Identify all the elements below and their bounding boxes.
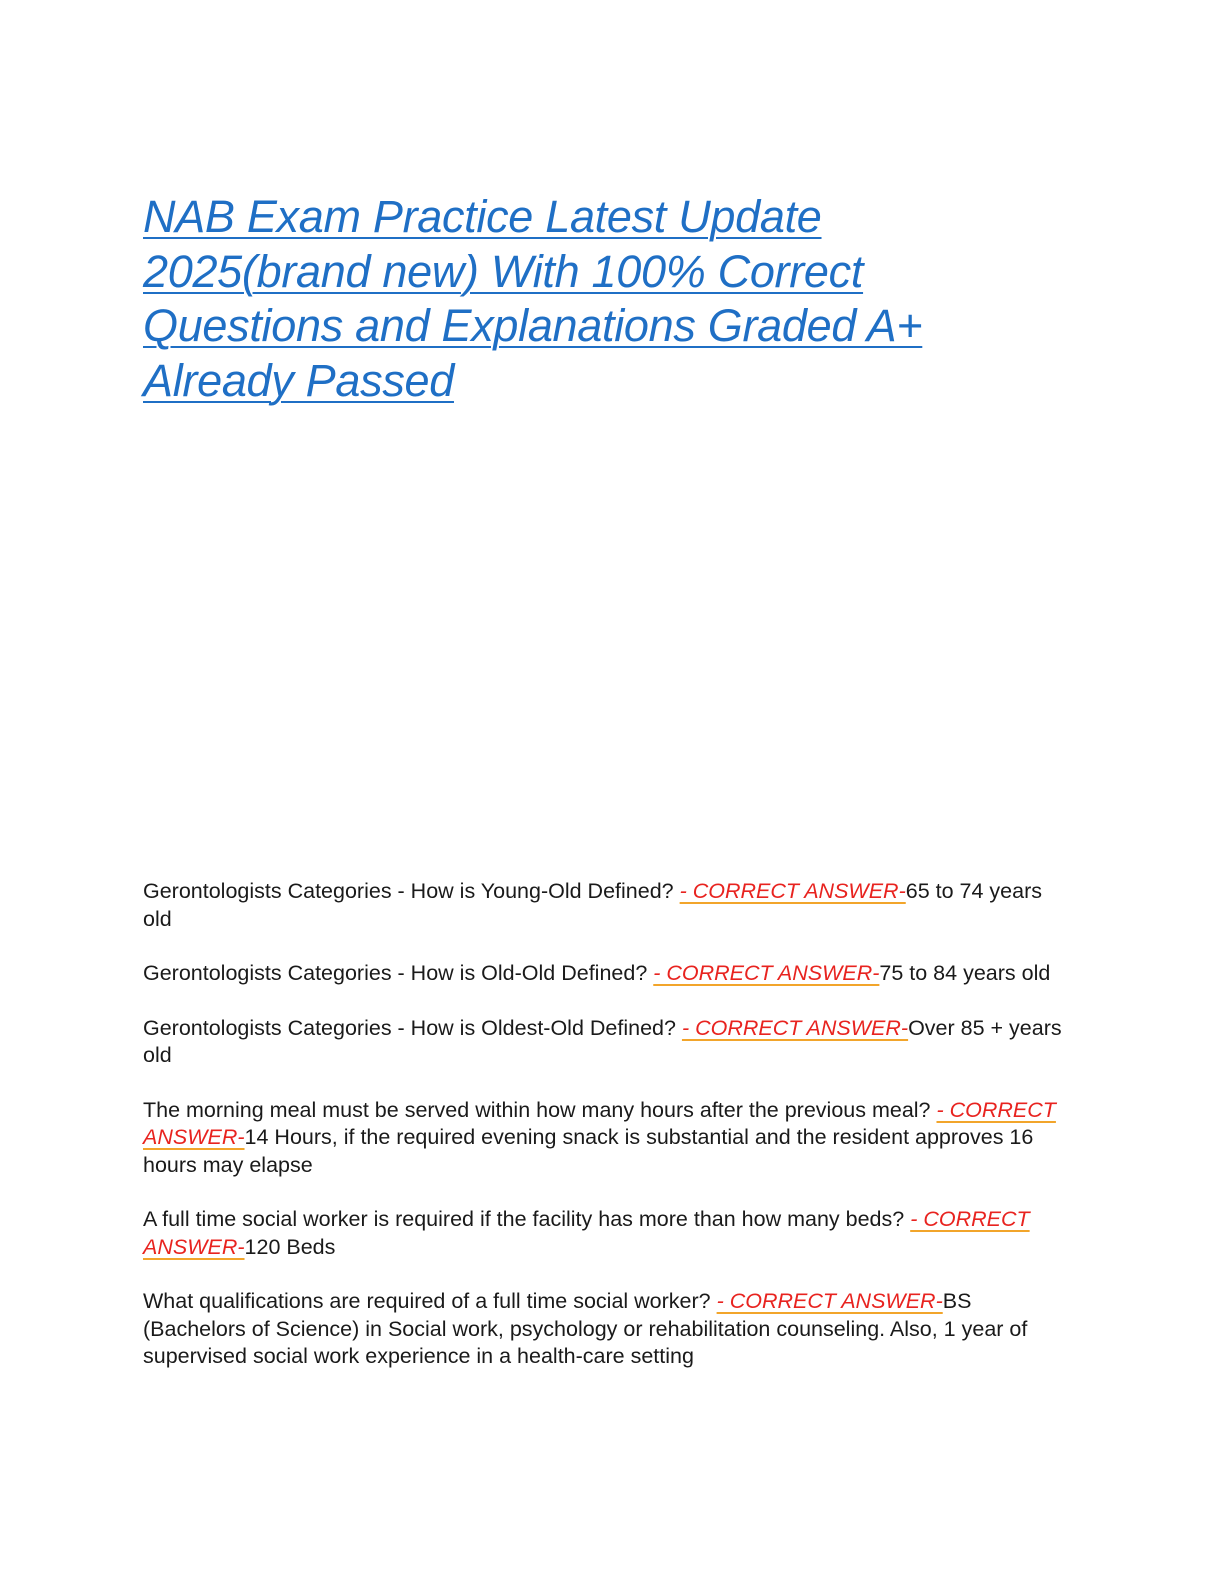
- answer-text: 14 Hours, if the required evening snack is substantial and the resident approves 16 hours may elapse: [143, 1125, 1034, 1177]
- answer-text: 65 to 74 years old: [143, 879, 1043, 931]
- question-text: Gerontologists Categories - How is Oldest-Old Defined?: [143, 1015, 682, 1040]
- question-text: A full time social worker is required if the facility has more than how many beds?: [143, 1207, 911, 1231]
- question-text: Gerontologists Categories - How is Young-Old Defined?: [143, 879, 680, 903]
- correct-answer-marker: - CORRECT ANSWER-: [143, 1097, 1056, 1149]
- qa-item: [143, 878, 1073, 933]
- answer-text: BS (Bachelors of Science) in Social work, psychology or rehabilitation counseling. Also, 1 year of supervised social work experience in a health-care setting: [143, 1289, 1028, 1368]
- qa-item: [143, 1015, 1073, 1070]
- correct-answer-marker: - CORRECT ANSWER-: [653, 961, 880, 985]
- question-text: Gerontologists Categories - How is Old-Old Defined?: [143, 961, 654, 985]
- answer-text: 120 Beds: [244, 1234, 336, 1259]
- correct-answer-marker: - CORRECT ANSWER-: [679, 879, 906, 903]
- qa-list: [143, 878, 1073, 1398]
- correct-answer-marker: - CORRECT ANSWER-: [716, 1289, 943, 1313]
- correct-answer-marker: - CORRECT ANSWER-: [143, 1207, 1030, 1259]
- qa-item: [143, 1288, 1073, 1371]
- correct-answer-marker: - CORRECT ANSWER-: [681, 1015, 909, 1040]
- answer-text: 75 to 84 years old: [879, 961, 1051, 985]
- document-title[interactable]: NAB Exam Practice Latest Update 2025(brand new) With 100% Correct Questions and Explanations Graded A+ Already Passed: [143, 191, 923, 406]
- qa-item: [143, 960, 1073, 988]
- qa-item: [143, 1206, 1073, 1261]
- qa-item: [143, 1097, 1073, 1180]
- question-text: What qualifications are required of a full time social worker?: [143, 1289, 717, 1313]
- question-text: The morning meal must be served within how many hours after the previous meal?: [143, 1097, 937, 1122]
- answer-text: Over 85 + years old: [143, 1015, 1062, 1067]
